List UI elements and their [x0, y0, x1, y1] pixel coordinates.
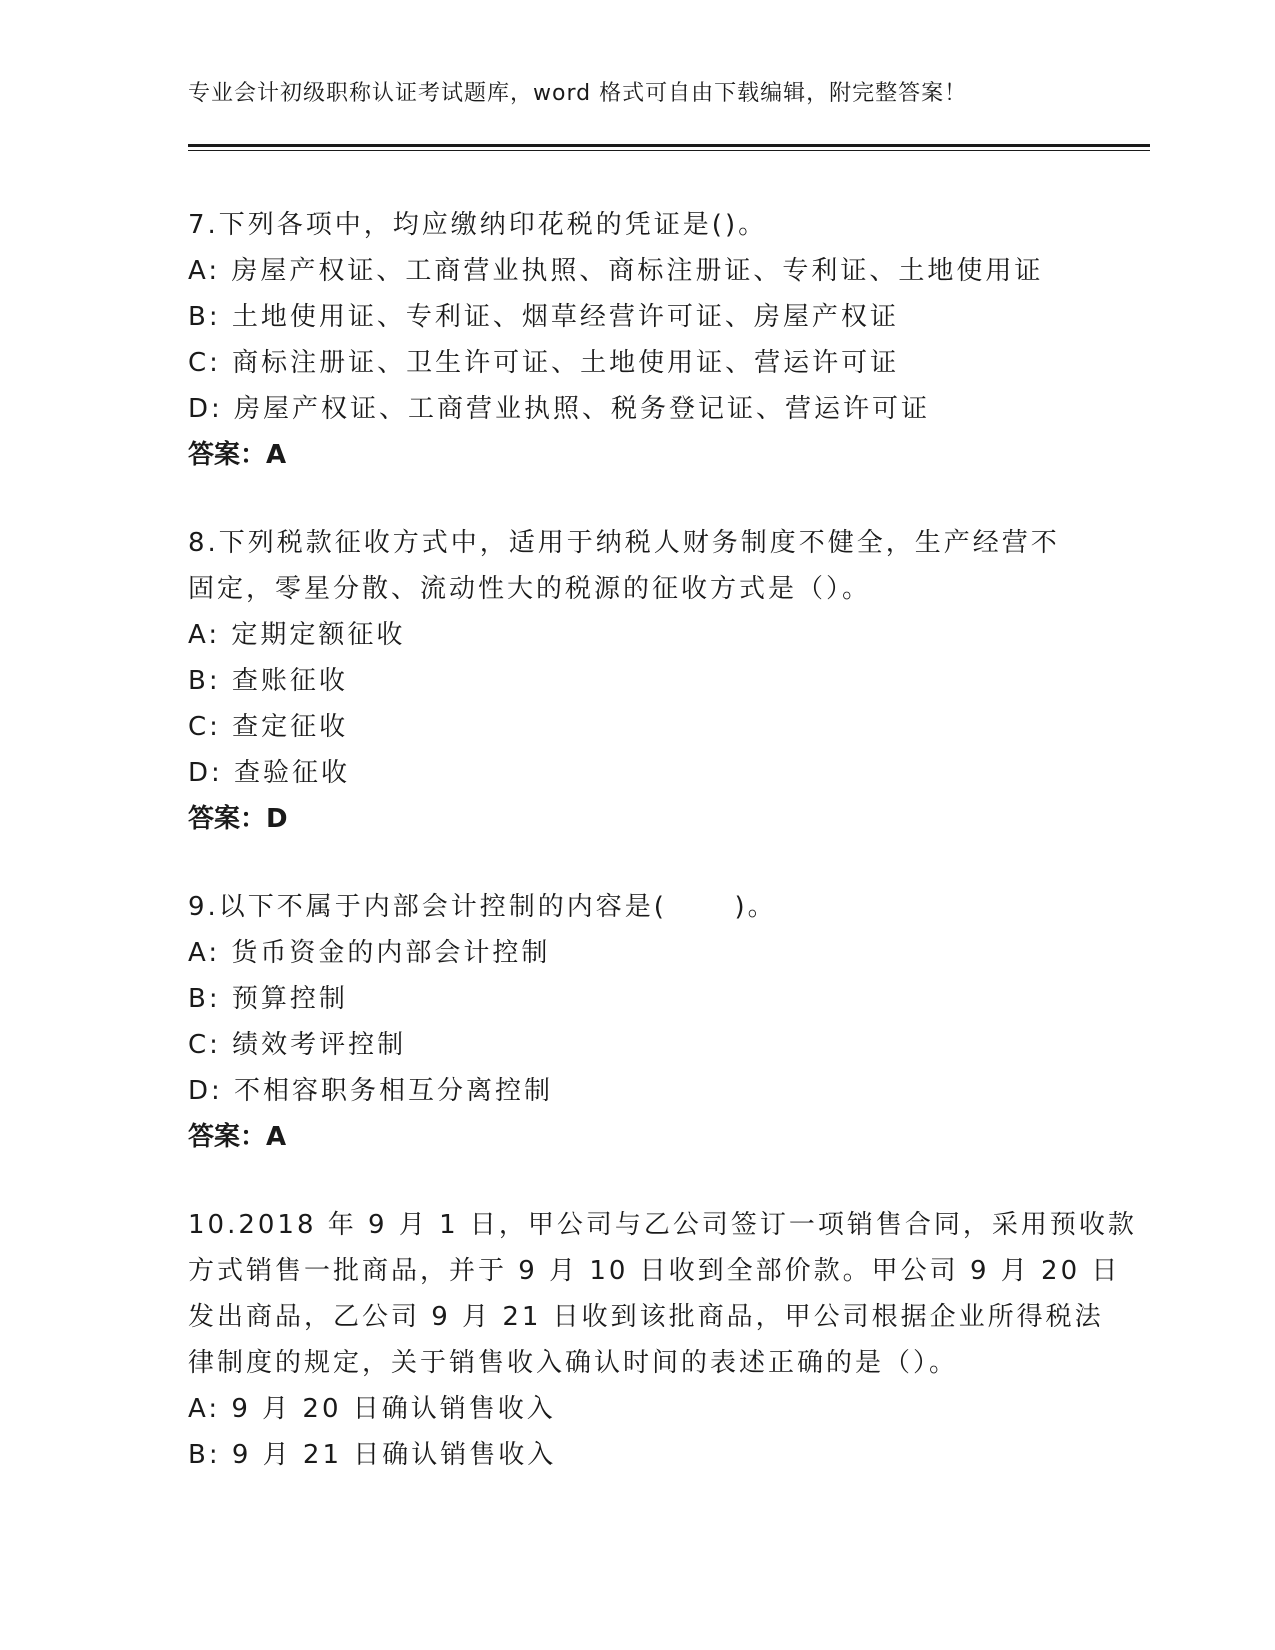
option-d: D: 查验征收: [188, 758, 351, 788]
spacer: [188, 1160, 1088, 1202]
answer: 答案：D: [188, 804, 288, 834]
option-a: A: 定期定额征收: [188, 620, 406, 650]
option-b: B: 查账征收: [188, 666, 348, 696]
option-b: B: 9 月 21 日确认销售收入: [188, 1440, 557, 1470]
question-stem: 8.下列税款征收方式中，适用于纳税人财务制度不健全，生产经营不: [188, 528, 1060, 558]
question-stem: 7.下列各项中，均应缴纳印花税的凭证是()。: [188, 210, 768, 240]
question-7: [188, 202, 1088, 478]
spacer: [188, 478, 1088, 520]
option-d: D: 房屋产权证、工商营业执照、税务登记证、营运许可证: [188, 394, 931, 424]
question-8: [188, 520, 1088, 842]
question-stem: 9.以下不属于内部会计控制的内容是( )。: [188, 892, 777, 922]
question-9: [188, 884, 1088, 1160]
question-stem: 10.2018 年 9 月 1 日，甲公司与乙公司签订一项销售合同，采用预收款: [188, 1210, 1137, 1240]
question-list: [188, 202, 1137, 1478]
option-c: C: 查定征收: [188, 712, 349, 742]
option-c: C: 绩效考评控制: [188, 1030, 407, 1060]
page-header: 专业会计初级职称认证考试题库，word 格式可自由下载编辑，附完整答案！: [188, 81, 968, 106]
option-b: B: 预算控制: [188, 984, 348, 1014]
question-10: [188, 1202, 1137, 1478]
option-b: B: 土地使用证、专利证、烟草经营许可证、房屋产权证: [188, 302, 899, 332]
question-stem: 固定，零星分散、流动性大的税源的征收方式是（）。: [188, 574, 872, 604]
option-a: A: 9 月 20 日确认销售收入: [188, 1394, 556, 1424]
question-stem: 方式销售一批商品，并于 9 月 10 日收到全部价款。甲公司 9 月 20 日: [188, 1256, 1121, 1286]
answer: 答案：A: [188, 440, 287, 470]
spacer: [188, 842, 1088, 884]
question-stem: 律制度的规定，关于销售收入确认时间的表述正确的是（）。: [188, 1348, 959, 1378]
answer: 答案：A: [188, 1122, 287, 1152]
option-a: A: 货币资金的内部会计控制: [188, 938, 551, 968]
option-c: C: 商标注册证、卫生许可证、土地使用证、营运许可证: [188, 348, 900, 378]
header-rule-thick: [188, 144, 1150, 147]
question-stem: 发出商品，乙公司 9 月 21 日收到该批商品，甲公司根据企业所得税法: [188, 1302, 1104, 1332]
option-a: A: 房屋产权证、工商营业执照、商标注册证、专利证、土地使用证: [188, 256, 1044, 286]
option-d: D: 不相容职务相互分离控制: [188, 1076, 554, 1106]
header-rule-thin: [188, 150, 1150, 151]
